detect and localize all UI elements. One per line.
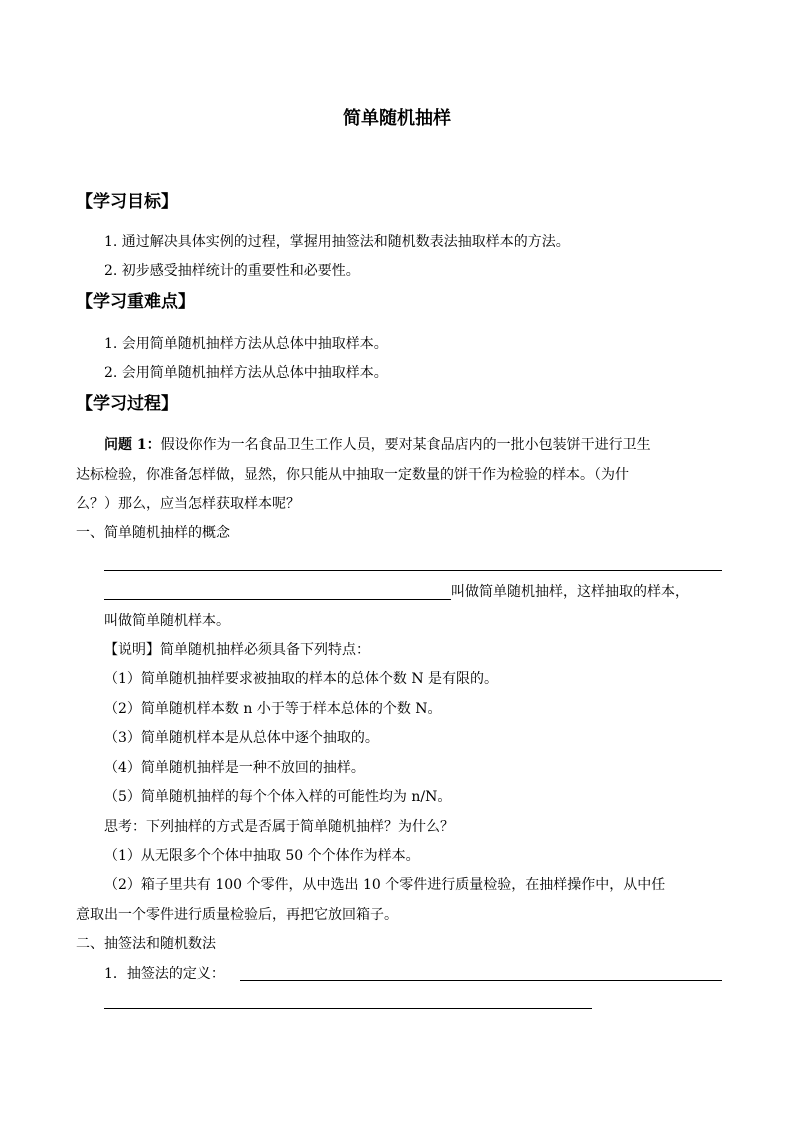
process-heading: 【学习过程】 xyxy=(76,394,178,414)
objective-item-2: 2. 初步感受抽样统计的重要性和必要性。 xyxy=(104,263,360,279)
feature-3: （3）简单随机样本是从总体中逐个抽取的。 xyxy=(104,730,379,746)
key-point-item-2: 2. 会用简单随机抽样方法从总体中抽取样本。 xyxy=(104,365,388,381)
think-item-2-cont: 意取出一个零件进行质量检验后，再把它放回箱子。 xyxy=(76,907,398,923)
problem-label: 问题 1： xyxy=(104,437,161,453)
think-item-2: （2）箱子里共有 100 个零件，从中选出 10 个零件进行质量检验，在抽样操作中，从中任 xyxy=(104,877,666,893)
feature-5: （5）简单随机抽样的每个个体入样的可能性均为 n/N。 xyxy=(104,789,452,805)
feature-4: （4）简单随机抽样是一种不放回的抽样。 xyxy=(104,760,365,776)
key-points-heading: 【学习重难点】 xyxy=(76,292,195,312)
problem-1-line-3: 么？）那么，应当怎样获取样本呢？ xyxy=(76,496,300,512)
page-title: 简单随机抽样 xyxy=(343,108,451,129)
problem-text-1: 假设你作为一名食品卫生工作人员，要对某食品店内的一批小包装饼干进行卫生 xyxy=(160,437,651,453)
think-intro: 思考：下列抽样的方式是否属于简单随机抽样？为什么？ xyxy=(104,819,454,835)
lottery-label: 1．抽签法的定义： xyxy=(104,966,225,982)
definition-blank-1[interactable] xyxy=(104,570,722,571)
feature-1: （1）简单随机抽样要求被抽取的样本的总体个数 N 是有限的。 xyxy=(104,671,499,687)
part-1-title: 一、简单随机抽样的概念 xyxy=(76,525,230,541)
definition-line-2: 叫做简单随机样本。 xyxy=(104,613,230,629)
key-point-item-1: 1. 会用简单随机抽样方法从总体中抽取样本。 xyxy=(104,336,388,352)
note-intro: 【说明】简单随机抽样必须具备下列特点： xyxy=(104,642,370,658)
think-item-1: （1）从无限多个个体中抽取 50 个个体作为样本。 xyxy=(104,848,420,864)
lottery-blank-1[interactable] xyxy=(240,980,722,981)
part-2-title: 二、抽签法和随机数法 xyxy=(76,936,216,952)
objectives-heading: 【学习目标】 xyxy=(76,192,178,212)
definition-tail: 叫做简单随机抽样，这样抽取的样本， xyxy=(451,584,689,600)
problem-1-line-1 xyxy=(104,435,651,455)
objective-item-1: 1. 通过解决具体实例的过程，掌握用抽签法和随机数表法抽取样本的方法。 xyxy=(104,234,570,250)
feature-2: （2）简单随机样本数 n 小于等于样本总体的个数 N。 xyxy=(104,701,442,717)
lottery-blank-2[interactable] xyxy=(104,1008,592,1009)
problem-1-line-2: 达标检验，你准备怎样做，显然，你只能从中抽取一定数量的饼干作为检验的样本。（为什 xyxy=(76,467,629,483)
definition-blank-2[interactable] xyxy=(104,599,451,600)
